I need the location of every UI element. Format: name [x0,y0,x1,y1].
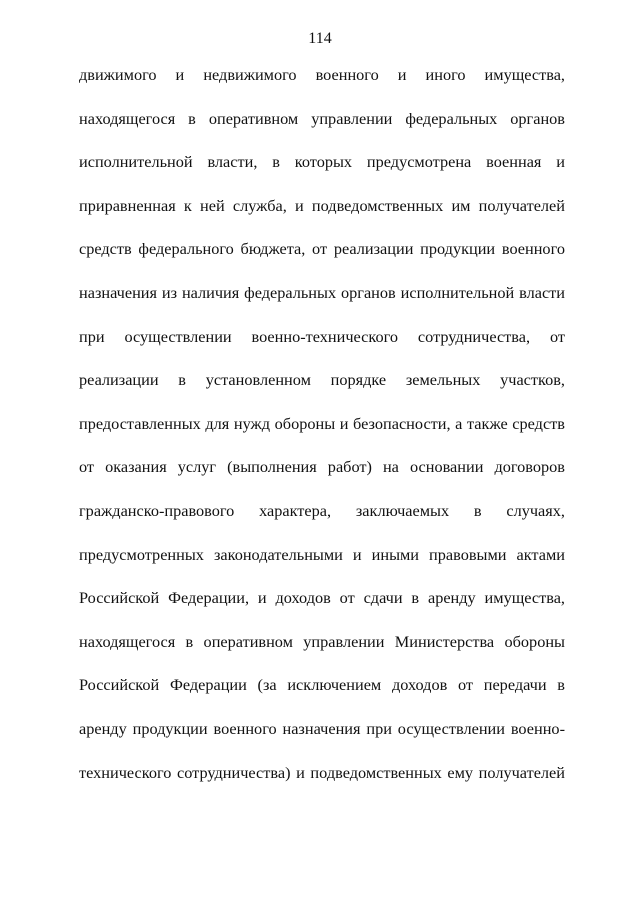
text-line: Российской Федерации (за исключением доходов от передачи в [79,675,565,695]
text-line: назначения из наличия федеральных органов исполнительной власти [79,282,565,302]
page-number: 114 [308,30,332,47]
text-line: приравненная к ней служба, и подведомственных им получателей [79,195,565,215]
text-line: при осуществлении военно-технического сотрудничества, от [79,326,565,346]
text-line: Российской Федерации, и доходов от сдачи в аренду имущества, [79,588,565,608]
text-line: исполнительной власти, в которых предусмотрена военная и [79,152,565,172]
text-line: от оказания услуг (выполнения работ) на основании договоров [79,457,565,477]
text-line: средств федерального бюджета, от реализации продукции военного [79,239,565,259]
text-line: аренду продукции военного назначения при осуществлении военно- [79,718,565,738]
body-text [79,63,565,804]
text-line: гражданско-правового характера, заключаемых в случаях, [79,500,565,520]
text-line: технического сотрудничества) и подведомственных ему получателей [79,762,565,782]
text-line: находящегося в оперативном управлении Министерства обороны [79,631,565,651]
text-line: предусмотренных законодательными и иными правовыми актами [79,544,565,564]
text-line: движимого и недвижимого военного и иного имущества, [79,65,565,84]
text-line: реализации в установленном порядке земельных участков, [79,370,565,390]
text-line: находящегося в оперативном управлении федеральных органов [79,108,565,128]
text-line: предоставленных для нужд обороны и безопасности, а также средств [79,413,565,433]
